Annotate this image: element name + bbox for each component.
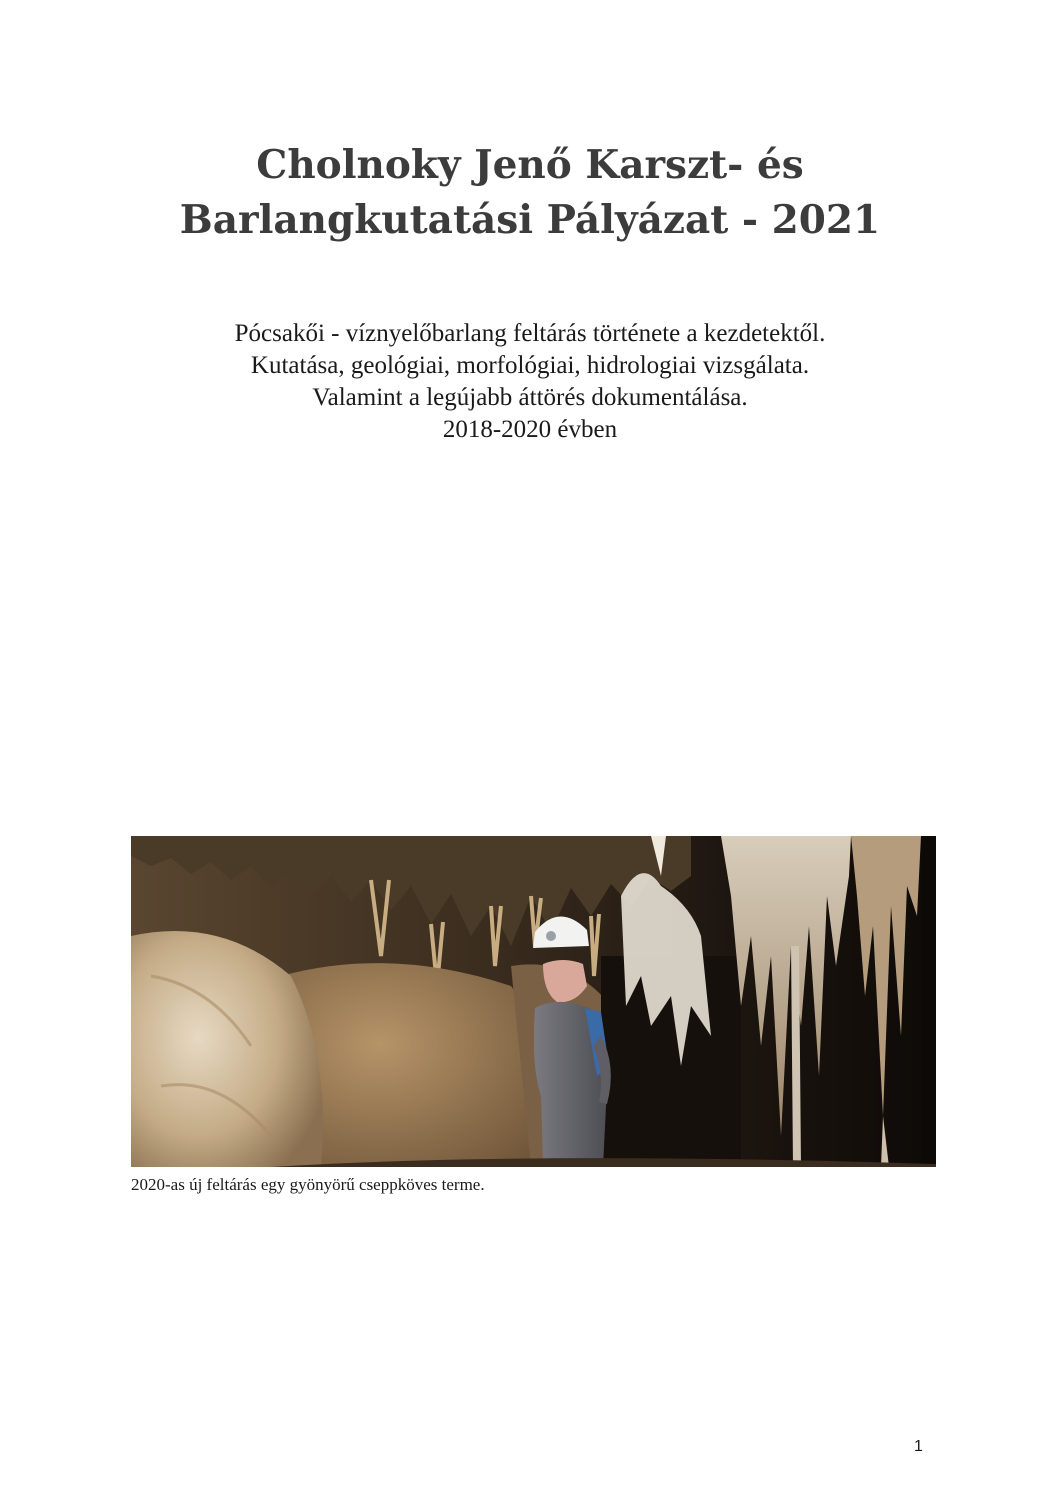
subtitle-line-2: Kutatása, geológiai, morfológiai, hidrologiai vizsgálata.: [250, 352, 810, 379]
title-line-2: Barlangkutatási Pályázat - 2021: [179, 197, 881, 243]
subtitle-line-3: Valamint a legújabb áttörés dokumentálása.: [312, 384, 748, 411]
document-title: [0, 138, 1060, 248]
subtitle-line-4: 2018-2020 évben: [442, 416, 618, 443]
document-subtitle: [0, 318, 1060, 446]
figure-caption: 2020-as új feltárás egy gyönyörű cseppköves terme.: [131, 1175, 485, 1194]
title-line-1: Cholnoky Jenő Karszt- és: [256, 142, 804, 188]
cave-photo-illustration: [131, 836, 936, 1167]
subtitle-line-1: Pócsakői - víznyelőbarlang feltárás története a kezdetektől.: [234, 320, 826, 347]
page-number: 1: [914, 1438, 923, 1455]
cave-photo: [131, 836, 936, 1167]
